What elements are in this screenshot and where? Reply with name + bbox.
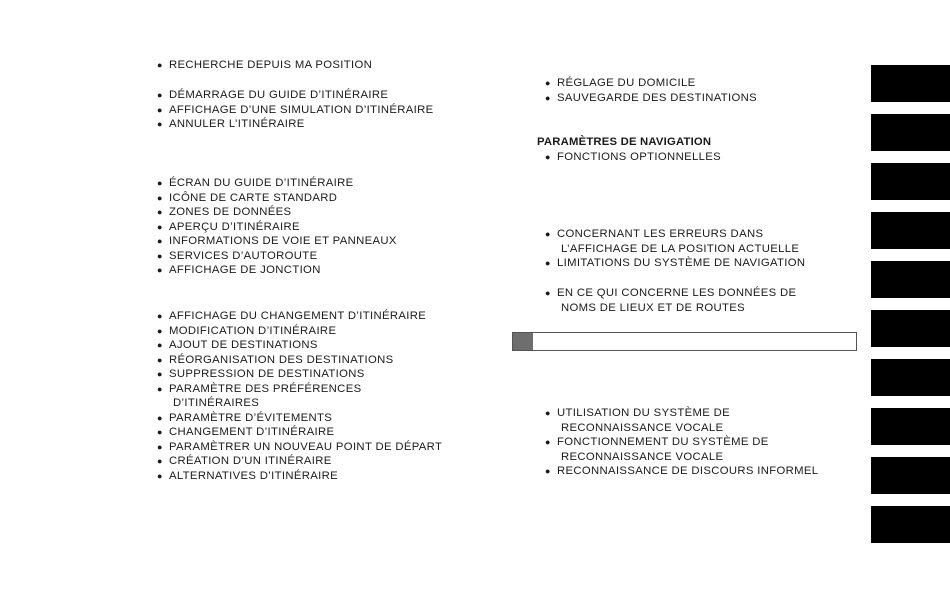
chapter-tabs [871, 65, 950, 555]
list-item[interactable] [157, 309, 442, 324]
bullet-icon: ● [157, 311, 163, 321]
list-item-label: CONCERNANT LES ERREURS DANS [557, 228, 764, 240]
list-item-label-continuation: NOMS DE LIEUX ET DE ROUTES [561, 301, 746, 314]
bullet-icon: ● [157, 104, 163, 115]
bullet-icon: ● [157, 265, 163, 275]
list-item-label: AFFICHAGE DU CHANGEMENT D’ITINÉRAIRE [169, 310, 427, 322]
bullet-icon: ● [157, 383, 163, 394]
list-item-label: INFORMATIONS DE VOIE ET PANNEAUX [169, 235, 397, 247]
bullet-icon: ● [157, 236, 163, 246]
list-item-label: FONCTIONS OPTIONNELLES [557, 151, 721, 163]
list-item-label: ALTERNATIVES D’ITINÉRAIRE [169, 469, 339, 482]
bullet-icon: ● [545, 466, 551, 476]
bullet-icon: ● [157, 207, 163, 217]
list-item[interactable] [545, 406, 818, 435]
list-item[interactable] [157, 425, 442, 440]
bullet-icon: ● [545, 229, 551, 239]
bullet-icon: ● [157, 340, 163, 350]
chapter-tab[interactable] [871, 261, 950, 298]
list-item-label: FONCTIONNEMENT DU SYSTÈME DE [557, 436, 769, 448]
list-item-label: MODIFICATION D’ITINÉRAIRE [169, 324, 337, 337]
right-group-5 [545, 406, 818, 479]
list-item-label: LIMITATIONS DU SYSTÈME DE NAVIGATION [557, 257, 806, 269]
section-header-bar [512, 332, 857, 351]
chapter-tab[interactable] [871, 310, 950, 347]
bullet-icon: ● [157, 178, 163, 188]
navigation-settings-heading: PARAMÈTRES DE NAVIGATION [537, 136, 712, 148]
bullet-icon: ● [157, 427, 163, 437]
list-item-label: ZONES DE DONNÉES [169, 206, 292, 218]
list-item[interactable] [545, 256, 805, 271]
list-item-label: AFFICHAGE DE JONCTION [169, 264, 321, 276]
list-item[interactable] [157, 382, 442, 411]
bullet-icon: ● [545, 92, 551, 103]
chapter-tab[interactable] [871, 212, 950, 249]
list-item-label: EN CE QUI CONCERNE LES DONNÉES DE [557, 287, 797, 299]
list-item-label: ICÔNE DE CARTE STANDARD [169, 191, 338, 204]
bullet-icon: ● [545, 288, 551, 298]
list-item-label: PARAMÈTRE D’ÉVITEMENTS [169, 411, 333, 424]
list-item[interactable] [157, 220, 397, 235]
chapter-tab[interactable] [871, 114, 950, 151]
bullet-icon: ● [157, 60, 163, 70]
list-item[interactable] [545, 227, 805, 256]
list-item-label-continuation: D’ITINÉRAIRES [173, 397, 260, 409]
list-item[interactable] [157, 176, 397, 191]
list-item-label: SERVICES D’AUTOROUTE [169, 249, 318, 262]
left-group-2 [157, 88, 434, 132]
list-item[interactable] [157, 234, 397, 249]
list-item[interactable] [157, 88, 434, 103]
bullet-icon: ● [545, 408, 551, 418]
list-item[interactable] [157, 263, 397, 278]
list-item[interactable] [157, 58, 372, 73]
list-item[interactable] [157, 411, 442, 426]
list-item[interactable] [545, 464, 818, 479]
bullet-icon: ● [545, 78, 551, 88]
list-item[interactable] [157, 440, 442, 455]
right-group-1 [545, 76, 757, 105]
list-item-label-continuation: RECONNAISSANCE VOCALE [561, 450, 724, 463]
right-group-3 [545, 227, 805, 271]
list-item[interactable] [157, 469, 442, 484]
list-item[interactable] [545, 150, 721, 165]
bullet-icon: ● [157, 470, 163, 481]
list-item[interactable] [157, 367, 442, 382]
chapter-tab[interactable] [871, 163, 950, 200]
list-item-label: ANNULER L’ITINÉRAIRE [169, 118, 305, 130]
bullet-icon: ● [157, 90, 163, 100]
list-item-label: RÉORGANISATION DES DESTINATIONS [169, 353, 394, 366]
list-item-label: RECHERCHE DEPUIS MA POSITION [169, 59, 373, 71]
list-item[interactable] [545, 435, 818, 464]
chapter-tab[interactable] [871, 457, 950, 494]
list-item-label: CRÉATION D’UN ITINÉRAIRE [169, 455, 332, 467]
list-item-label-continuation: L’AFFICHAGE DE LA POSITION ACTUELLE [561, 242, 800, 255]
bullet-icon: ● [157, 119, 163, 129]
list-item[interactable] [157, 353, 442, 368]
list-item-label: UTILISATION DU SYSTÈME DE [557, 407, 730, 419]
list-item[interactable] [157, 249, 397, 264]
list-item[interactable] [545, 76, 757, 91]
list-item[interactable] [157, 338, 442, 353]
list-item-label-continuation: RECONNAISSANCE VOCALE [561, 421, 724, 434]
bullet-icon: ● [157, 441, 163, 452]
list-item-label: ÉCRAN DU GUIDE D’ITINÉRAIRE [169, 177, 354, 189]
list-item[interactable] [157, 103, 434, 118]
list-item-label: RECONNAISSANCE DE DISCOURS INFORMEL [557, 465, 819, 477]
chapter-tab[interactable] [871, 359, 950, 396]
list-item-label: APERÇU D’ITINÉRAIRE [169, 220, 300, 233]
list-item-label: SAUVEGARDE DES DESTINATIONS [557, 91, 758, 104]
right-group-2 [545, 150, 721, 165]
list-item-label: DÉMARRAGE DU GUIDE D’ITINÉRAIRE [169, 89, 389, 101]
list-item[interactable] [157, 454, 442, 469]
bullet-icon: ● [157, 192, 163, 203]
bullet-icon: ● [157, 456, 163, 466]
right-group-4 [545, 286, 796, 315]
bullet-icon: ● [157, 325, 163, 336]
bullet-icon: ● [157, 412, 163, 423]
list-item[interactable] [157, 324, 442, 339]
chapter-tab[interactable] [871, 65, 950, 102]
list-item[interactable] [157, 117, 434, 132]
bullet-icon: ● [157, 250, 163, 261]
list-item[interactable] [545, 286, 796, 315]
chapter-tab[interactable] [871, 506, 950, 543]
section-header-marker [513, 333, 533, 350]
list-item[interactable] [545, 91, 757, 106]
bullet-icon: ● [545, 152, 551, 162]
left-group-1 [157, 58, 372, 73]
list-item[interactable] [157, 191, 397, 206]
list-item-label: SUPPRESSION DE DESTINATIONS [169, 368, 365, 380]
bullet-icon: ● [157, 354, 163, 365]
bullet-icon: ● [545, 258, 551, 268]
list-item-label: AFFICHAGE D’UNE SIMULATION D’ITINÉRAIRE [169, 103, 434, 116]
left-group-3 [157, 176, 397, 278]
list-item-label: PARAMÈTRER UN NOUVEAU POINT DE DÉPART [169, 440, 443, 453]
chapter-tab[interactable] [871, 408, 950, 445]
list-item-label: AJOUT DE DESTINATIONS [169, 339, 318, 351]
left-group-4 [157, 309, 442, 483]
list-item-label: PARAMÈTRE DES PRÉFÉRENCES [169, 382, 362, 395]
list-item[interactable] [157, 205, 397, 220]
bullet-icon: ● [157, 221, 163, 232]
bullet-icon: ● [157, 369, 163, 379]
bullet-icon: ● [545, 437, 551, 447]
list-item-label: CHANGEMENT D’ITINÉRAIRE [169, 426, 335, 438]
list-item-label: RÉGLAGE DU DOMICILE [557, 77, 696, 89]
